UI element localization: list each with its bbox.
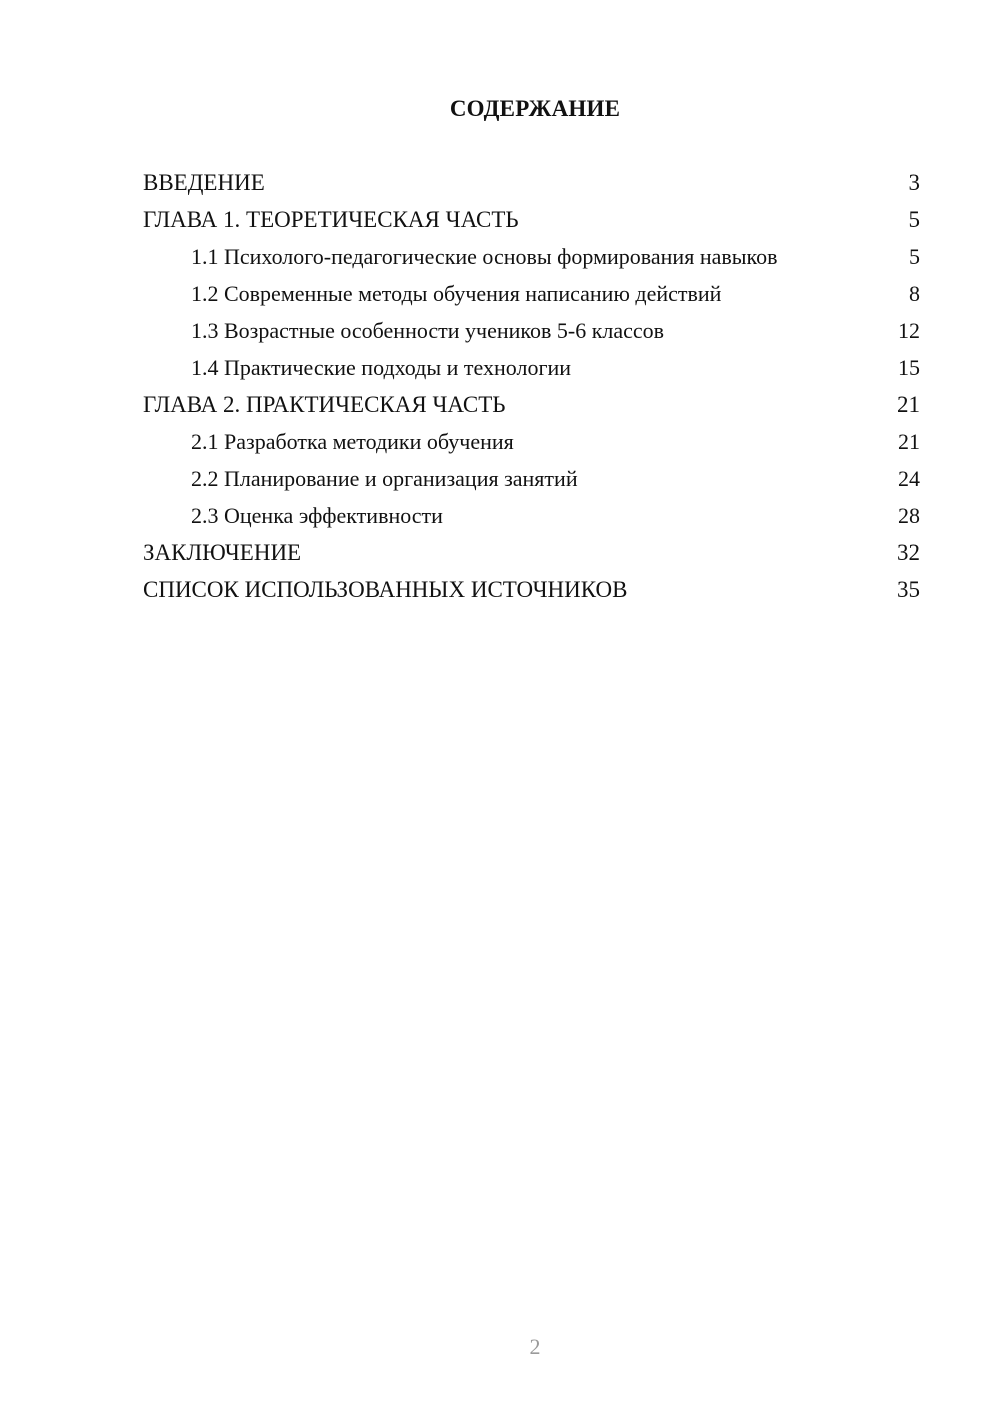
toc-entry-label: ГЛАВА 1. ТЕОРЕТИЧЕСКАЯ ЧАСТЬ [143, 207, 519, 232]
toc-entry-references [143, 576, 920, 603]
toc-entry-page: 35 [897, 577, 920, 602]
toc-entry-label: 2.1 Разработка методики обучения [191, 429, 514, 454]
toc-entry-section-2-2 [143, 465, 920, 492]
toc-entry-label: ЗАКЛЮЧЕНИЕ [143, 540, 302, 565]
toc-entry-page: 15 [898, 355, 920, 380]
toc-entry-label: 1.3 Возрастные особенности учеников 5-6 классов [191, 318, 665, 343]
toc-entry-conclusion [143, 539, 920, 566]
toc-entry-page: 5 [909, 244, 920, 269]
toc-entry-section-1-4 [143, 354, 920, 381]
page-number: 2 [529, 1334, 541, 1359]
toc-entry-label: ГЛАВА 2. ПРАКТИЧЕСКАЯ ЧАСТЬ [143, 392, 506, 417]
toc-entry-section-2-1 [143, 428, 920, 455]
toc-entry-label: 1.4 Практические подходы и технологии [191, 355, 572, 380]
toc-entry-section-1-1 [143, 243, 920, 270]
toc-entry-label: 1.2 Современные методы обучения написанию действий [191, 281, 722, 306]
toc-entry-page: 5 [908, 207, 920, 232]
toc-entry-page: 8 [909, 281, 920, 306]
toc-entry-section-1-3 [143, 317, 920, 344]
toc-entry-page: 28 [898, 503, 920, 528]
toc-entry-introduction [143, 169, 920, 196]
toc-entry-chapter-1 [143, 206, 920, 233]
toc-entry-page: 24 [898, 466, 920, 491]
toc-entry-label: 1.1 Психолого-педагогические основы формирования навыков [191, 244, 778, 269]
toc-entry-page: 12 [898, 318, 920, 343]
toc-entry-page: 21 [897, 392, 920, 417]
page-title: СОДЕРЖАНИЕ [449, 96, 621, 121]
toc-entry-page: 32 [897, 540, 920, 565]
toc-entry-page: 3 [908, 170, 920, 195]
toc-entry-label: СПИСОК ИСПОЛЬЗОВАННЫХ ИСТОЧНИКОВ [143, 577, 628, 602]
toc-entry-page: 21 [898, 429, 920, 454]
toc-entry-chapter-2 [143, 391, 920, 418]
toc-entry-label: 2.2 Планирование и организация занятий [191, 466, 578, 491]
toc-entry-label: 2.3 Оценка эффективности [191, 503, 443, 528]
toc-entry-section-2-3 [143, 502, 920, 529]
toc-entry-section-1-2 [143, 280, 920, 307]
table-of-contents [143, 169, 920, 613]
toc-entry-label: ВВЕДЕНИЕ [143, 170, 265, 195]
